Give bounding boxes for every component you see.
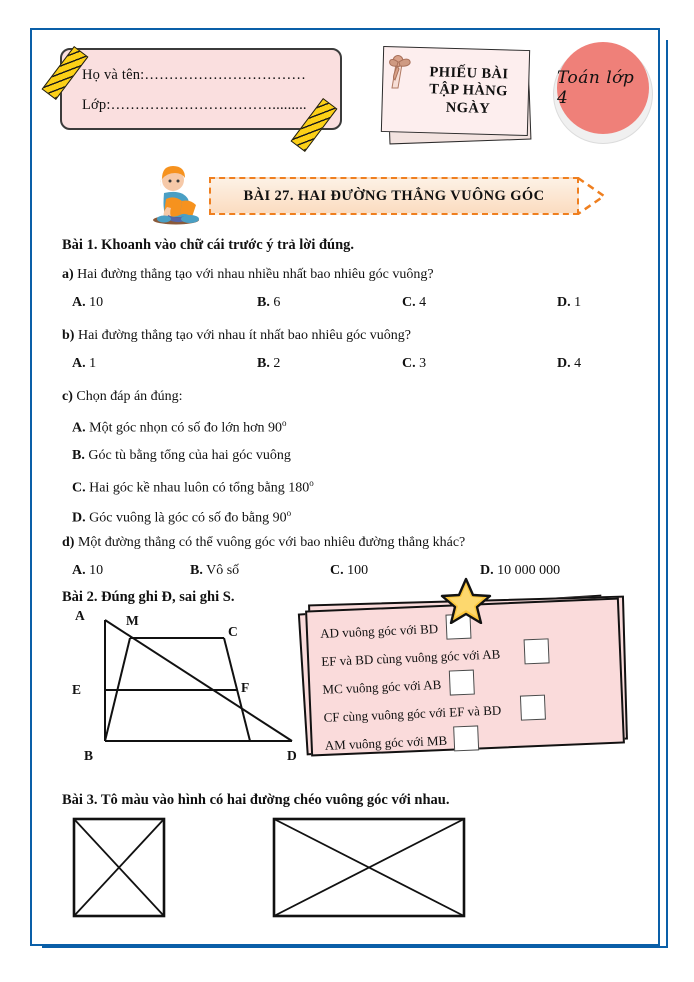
bai1-part-a (62, 268, 434, 282)
option-c-key: C. (402, 295, 416, 310)
option-c[interactable] (402, 356, 426, 372)
student-name-line[interactable]: Họ và tên:…………………………… (82, 67, 307, 83)
option-a-key: A. (72, 295, 86, 310)
bai1-part-a-question: Hai đường thẳng tạo với nhau nhiều nhất bao nhiêu góc vuông? (77, 267, 434, 282)
option-d-key: D. (480, 563, 494, 578)
phieu-line-2: TẬP HÀNG (429, 81, 508, 100)
option-c-text: 100 (347, 563, 369, 578)
option-b-text: Vô số (206, 563, 240, 578)
bai1-part-d (62, 536, 465, 550)
bai3-rectangle-shape[interactable] (272, 817, 466, 918)
option-a[interactable] (72, 563, 103, 579)
option-b-text: 2 (273, 356, 281, 371)
option-c-sup: o (309, 478, 314, 488)
option-a-sup: o (282, 418, 287, 428)
option-a[interactable] (72, 295, 103, 311)
option-a-text: 10 (89, 563, 104, 578)
subject-badge (557, 42, 649, 134)
bai2-trapezoid-figure (72, 608, 307, 758)
page-border-accent-bottom (42, 946, 668, 948)
page-border-accent-right (666, 40, 668, 948)
option-b-key: B. (257, 295, 270, 310)
bai1-part-b (62, 329, 411, 343)
option-d-key: D. (72, 510, 86, 526)
figure-label-D: D (287, 748, 297, 763)
bai1-part-c-label: c) (62, 389, 73, 404)
bai1-part-b-options (62, 356, 632, 372)
option-d-key: D. (557, 295, 571, 310)
answer-box-4[interactable] (520, 695, 546, 721)
bai1-part-c-question: Chọn đáp án đúng: (76, 389, 183, 404)
star-icon (440, 576, 492, 624)
bai1-part-a-label: a) (62, 267, 74, 282)
phieu-line-1: PHIẾU BÀI (429, 64, 509, 83)
option-d-text: 4 (574, 356, 582, 371)
statement-2: EF và BD cùng vuông góc với AB (320, 646, 501, 669)
statement-1: AD vuông góc với BD (319, 621, 439, 641)
bai3-square-shape[interactable] (72, 817, 166, 918)
subject-badge-label: Toán lớp 4 (557, 68, 635, 108)
banner-arrow-icon (577, 176, 607, 216)
bai1-c-option-d[interactable] (72, 509, 291, 526)
option-c-key: C. (72, 480, 86, 496)
statement-5: AM vuông góc với MB (324, 732, 448, 753)
option-c[interactable] (402, 295, 426, 311)
bai1-part-c (62, 390, 183, 404)
option-c-text: 4 (419, 295, 427, 310)
option-a-text: Một góc nhọn có số đo lớn hơn 90 (89, 420, 283, 436)
option-d[interactable] (480, 563, 560, 579)
option-a-key: A. (72, 563, 86, 578)
option-b[interactable] (257, 356, 280, 372)
bai1-c-option-b[interactable] (72, 449, 291, 463)
option-c-text: Hai góc kề nhau luôn có tổng bằng 180 (89, 480, 310, 496)
bai1-part-b-label: b) (62, 328, 75, 343)
option-d[interactable] (557, 356, 581, 372)
figure-label-C: C (228, 624, 238, 639)
bai1-part-b-question: Hai đường thẳng tạo với nhau ít nhất bao nhiêu góc vuông? (77, 328, 411, 343)
option-b-key: B. (257, 356, 270, 371)
option-b-text: 6 (273, 295, 281, 310)
figure-label-B: B (84, 748, 94, 763)
figure-label-M: M (126, 613, 139, 628)
figure-label-A: A (75, 608, 85, 623)
option-c[interactable] (330, 563, 368, 579)
answer-box-2[interactable] (524, 638, 550, 664)
figure-label-E: E (72, 682, 82, 697)
option-c-key: C. (330, 563, 344, 578)
option-d-text: 1 (574, 295, 582, 310)
option-b-key: B. (72, 448, 85, 463)
option-c-key: C. (402, 356, 416, 371)
bai1-c-option-a[interactable] (72, 419, 287, 436)
option-c-text: 3 (419, 356, 427, 371)
bai1-part-a-options (62, 295, 632, 311)
option-d-text: Góc vuông là góc có số đo bằng 90 (89, 510, 287, 526)
lesson-title: BÀI 27. HAI ĐƯỜNG THẲNG VUÔNG GÓC (243, 187, 545, 204)
reading-boy-illustration (146, 163, 206, 225)
bai1-c-option-c[interactable] (72, 479, 314, 496)
option-d-sup: o (286, 508, 292, 518)
student-class-line[interactable]: Lớp:……………………………......... (82, 97, 307, 113)
option-b-key: B. (190, 563, 203, 578)
option-d-text: 10 000 000 (497, 563, 561, 578)
bai1-part-d-label: d) (62, 535, 75, 550)
lesson-title-banner (209, 177, 579, 215)
option-a[interactable] (72, 356, 96, 372)
option-d-key: D. (557, 356, 571, 371)
bow-ribbon-icon (386, 52, 440, 92)
bai1-heading: Bài 1. Khoanh vào chữ cái trước ý trả lời đúng. (62, 237, 355, 253)
option-b[interactable] (190, 563, 239, 579)
option-b-text: Góc tù bằng tổng của hai góc vuông (88, 448, 291, 463)
bai1-part-d-options (62, 563, 632, 579)
bai2-heading: Bài 2. Đúng ghi Đ, sai ghi S. (62, 589, 235, 605)
option-a-key: A. (72, 420, 86, 436)
figure-label-F: F (241, 680, 250, 695)
statement-4: CF cùng vuông góc với EF và BD (323, 702, 502, 725)
answer-box-3[interactable] (449, 670, 475, 696)
option-a-text: 10 (89, 295, 104, 310)
statement-3: MC vuông góc với AB (322, 676, 442, 697)
student-info-box (60, 48, 342, 130)
option-a-text: 1 (89, 356, 97, 371)
answer-box-5[interactable] (453, 725, 479, 751)
option-a-key: A. (72, 356, 86, 371)
option-b[interactable] (257, 295, 280, 311)
bai1-part-d-question: Một đường thẳng có thể vuông góc với bao nhiêu đường thẳng khác? (77, 535, 466, 550)
phieu-line-3: NGÀY (445, 99, 491, 117)
option-d[interactable] (557, 295, 581, 311)
bai3-heading: Bài 3. Tô màu vào hình có hai đường chéo vuông góc với nhau. (62, 792, 450, 808)
